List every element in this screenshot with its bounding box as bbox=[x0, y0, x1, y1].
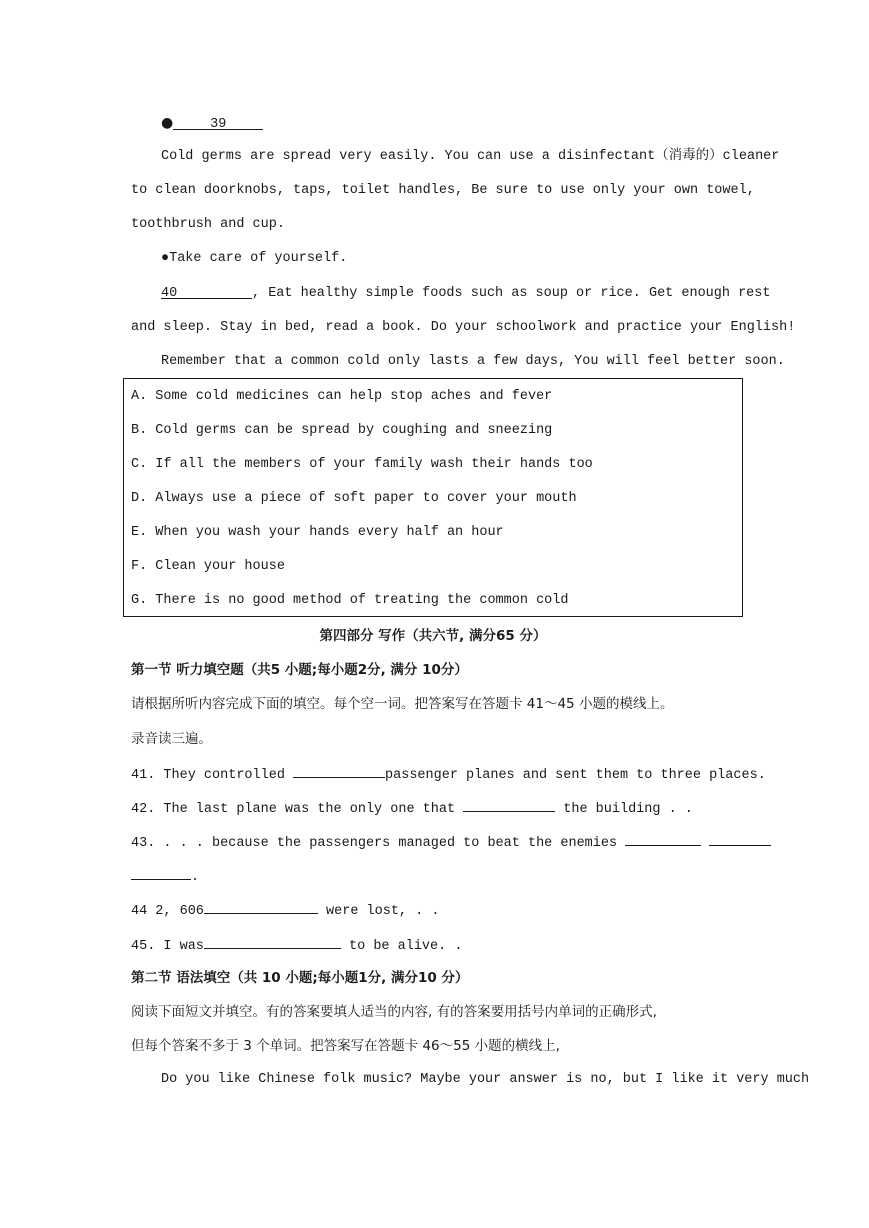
option-c: C. If all the members of your family wash their hands too bbox=[131, 457, 593, 472]
answer-blank bbox=[709, 831, 771, 846]
question-45: 45. I was to be alive. . bbox=[131, 934, 737, 957]
answer-blank bbox=[625, 831, 701, 846]
section1-instructions: 请根据所听内容完成下面的填空。每个空一词。把答案写在答题卡 41～45 小题的模线上。 bbox=[131, 696, 674, 712]
answer-blank bbox=[204, 934, 341, 949]
options-box bbox=[123, 378, 743, 617]
item-39-line bbox=[161, 113, 767, 135]
question-44: 44 2, 606 were lost, . . bbox=[131, 899, 737, 922]
question-41: 41. They controlled passenger planes and sent them to three places. bbox=[131, 763, 737, 786]
passage-text: to clean doorknobs, taps, toilet handles, Be sure to use only your own towel, bbox=[131, 183, 755, 198]
blank-39: 39 bbox=[173, 115, 263, 130]
question-43-continued: . bbox=[131, 865, 737, 888]
passage-text: Remember that a common cold only lasts a few days, You will feel better soon. bbox=[161, 354, 785, 369]
section2-passage: Do you like Chinese folk music? Maybe your answer is no, but I like it very much bbox=[161, 1072, 810, 1087]
option-d: D. Always use a piece of soft paper to cover your mouth bbox=[131, 491, 577, 506]
section2-instructions: 但每个答案不多于 3 个单词。把答案写在答题卡 46～55 小题的横线上, bbox=[131, 1038, 560, 1054]
answer-blank bbox=[293, 763, 385, 778]
section2-title: 第二节 语法填空（共 10 小题;每小题1分, 满分10 分） bbox=[131, 970, 469, 986]
question-42: 42. The last plane was the only one that the building . . bbox=[131, 797, 737, 820]
option-a: A. Some cold medicines can help stop aches and fever bbox=[131, 389, 553, 404]
answer-blank bbox=[204, 899, 318, 914]
take-care-heading: ●Take care of yourself. bbox=[161, 251, 348, 266]
passage-text: Cold germs are spread very easily. You can use a disinfectant（消毒的）cleaner bbox=[161, 149, 780, 164]
passage-text: , Eat healthy simple foods such as soup or rice. Get enough rest bbox=[252, 286, 771, 301]
blank-40: 40 bbox=[161, 284, 252, 299]
item-40-line bbox=[161, 284, 771, 304]
passage-text: and sleep. Stay in bed, read a book. Do your schoolwork and practice your English! bbox=[131, 320, 796, 335]
section1-title: 第一节 听力填空题（共5 小题;每小题2分, 满分 10分） bbox=[131, 662, 468, 678]
option-f: F. Clean your house bbox=[131, 559, 285, 574]
answer-blank bbox=[463, 797, 555, 812]
answer-blank bbox=[131, 865, 191, 880]
option-e: E. When you wash your hands every half an hour bbox=[131, 525, 504, 540]
section1-instructions: 录音读三遍。 bbox=[131, 731, 212, 747]
part4-title: 第四部分 写作（共六节, 满分65 分） bbox=[319, 628, 547, 644]
question-43: 43. . . . because the passengers managed to beat the enemies bbox=[131, 831, 737, 854]
bullet-icon: ● bbox=[161, 115, 174, 131]
passage-text: toothbrush and cup. bbox=[131, 217, 285, 232]
section2-instructions: 阅读下面短文并填空。有的答案要填人适当的内容, 有的答案要用括号内单词的正确形式, bbox=[131, 1004, 657, 1020]
option-b: B. Cold germs can be spread by coughing and sneezing bbox=[131, 423, 553, 438]
option-g: G. There is no good method of treating the common cold bbox=[131, 593, 569, 608]
